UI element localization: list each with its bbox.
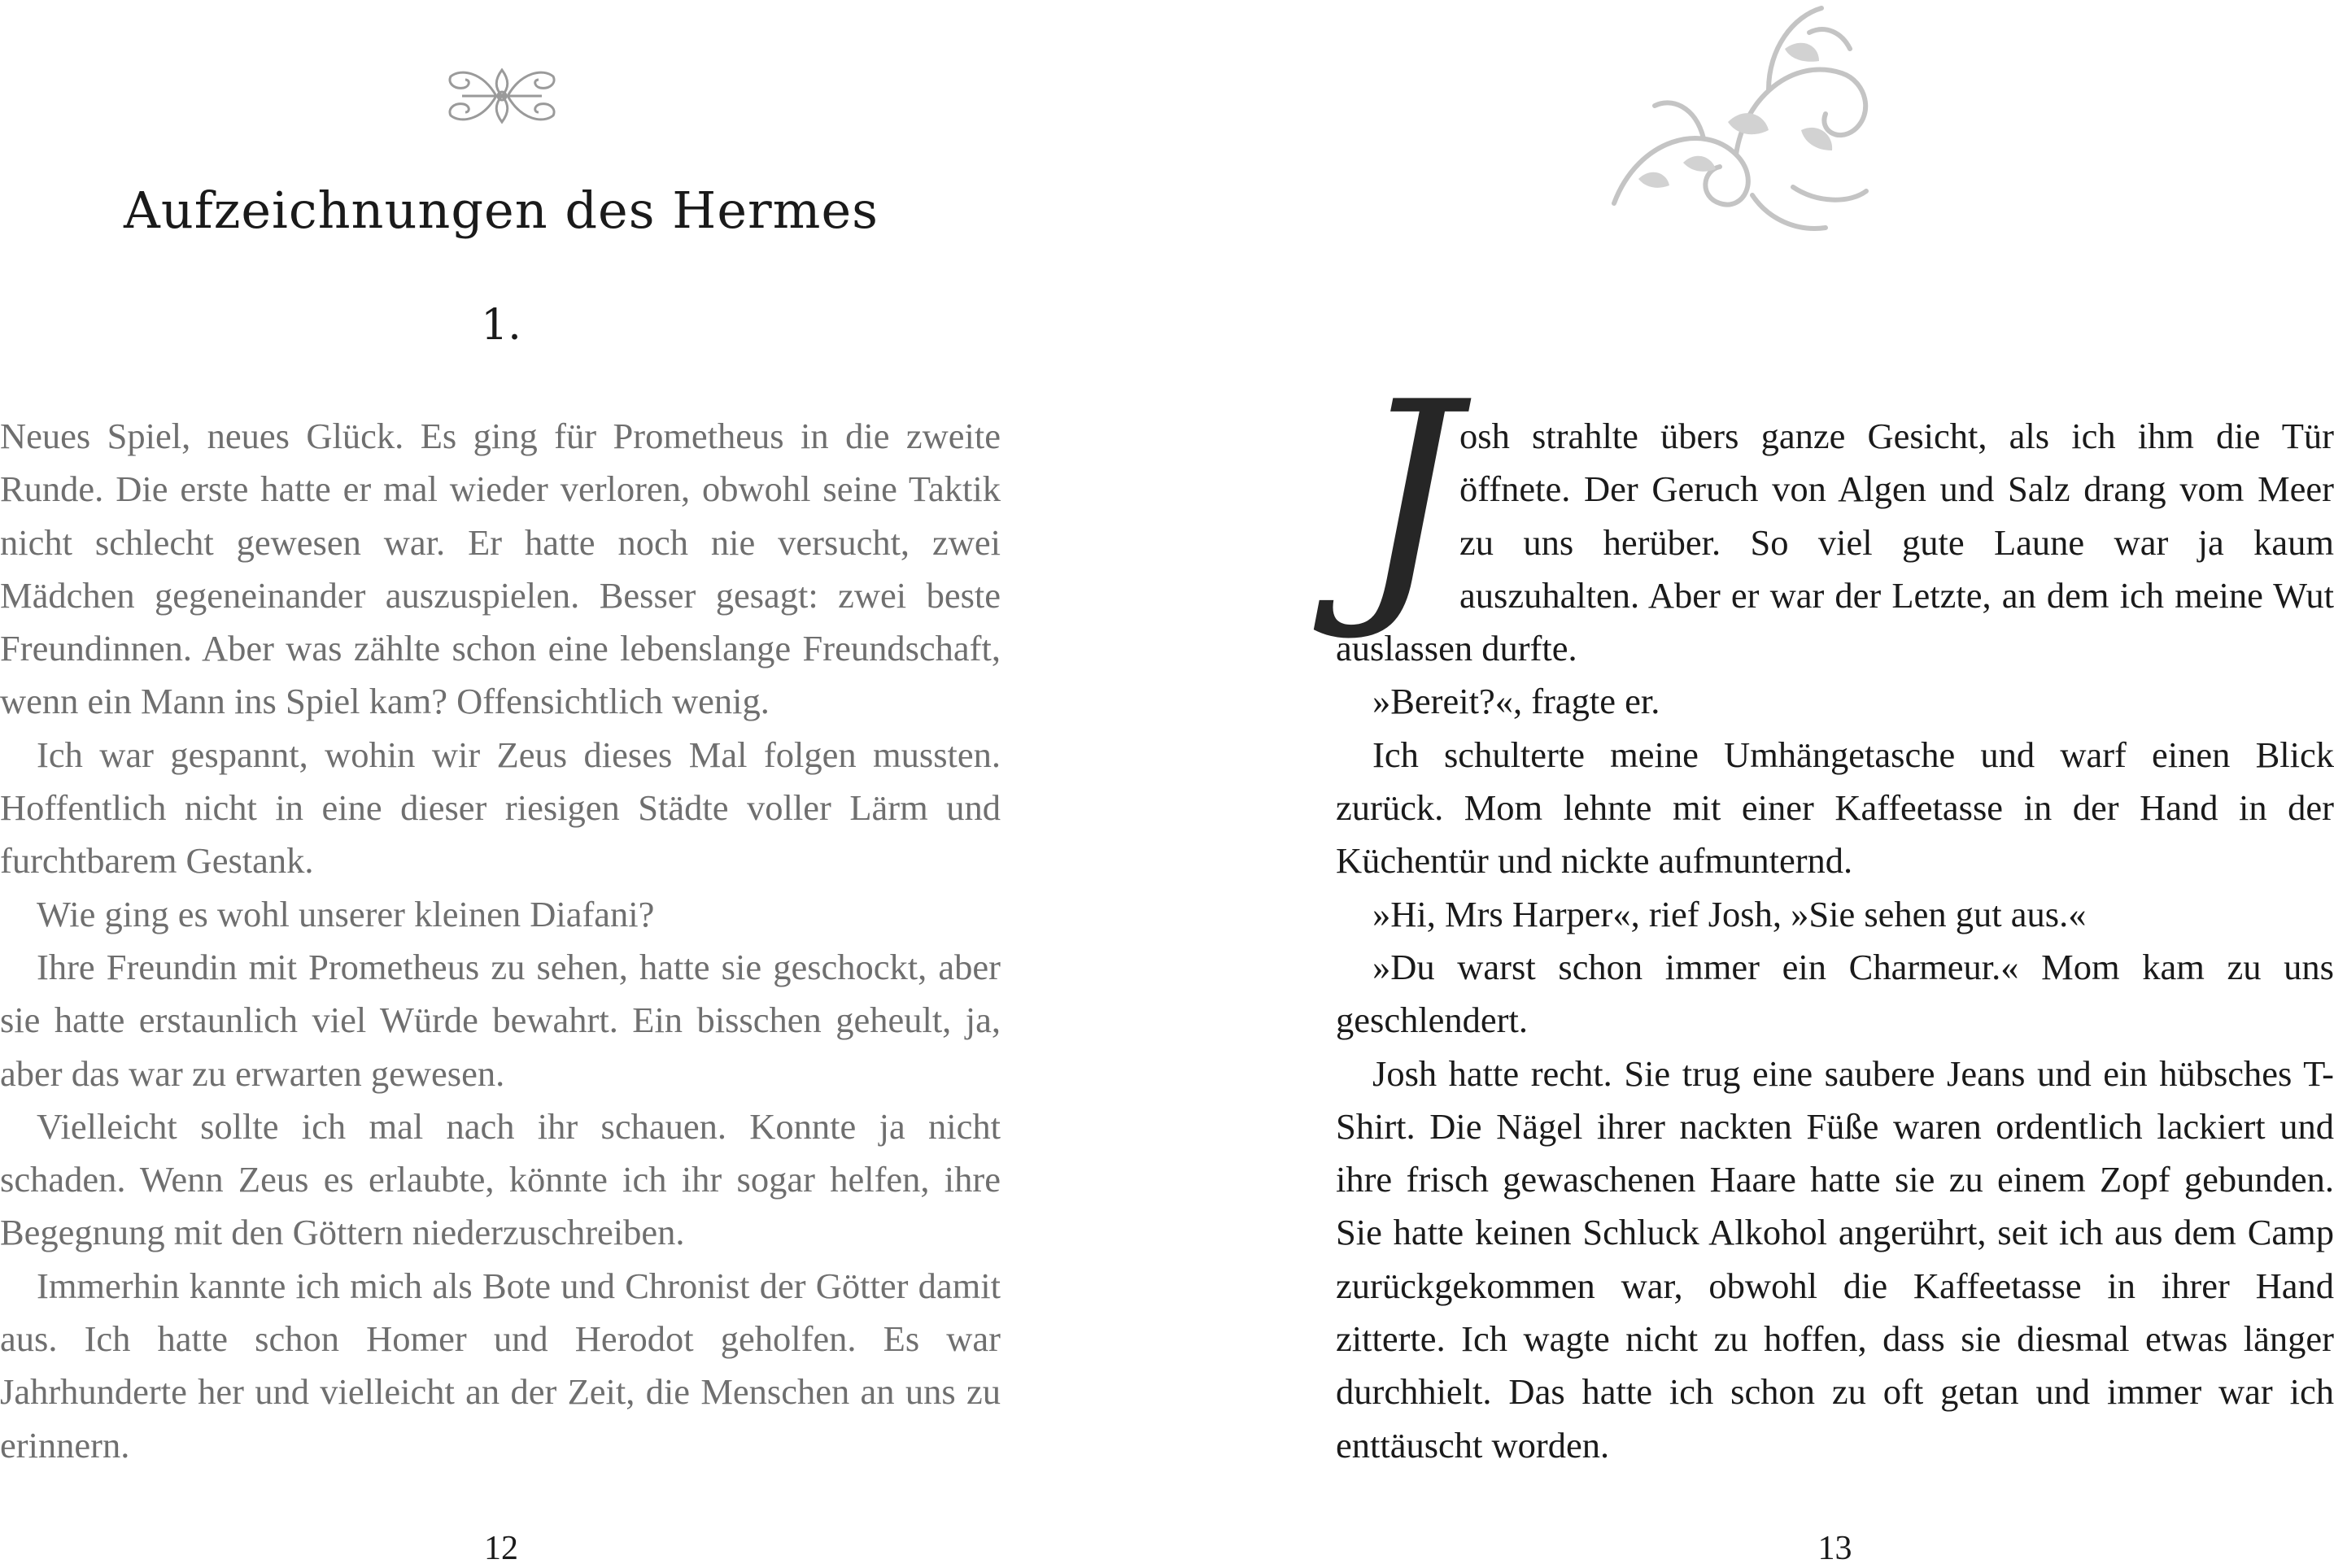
paragraph: Josh hatte recht. Sie trug eine saubere Jeans und ein hübsches T-Shirt. Die Nägel ihrer nackten Füße waren ordentlich lackiert und ihre frisch gewaschenen Haare hatte sie zu einem Zopf gebunden. Sie hatte keinen Schluck Alkohol angerührt, seit ich aus dem Camp zurückgekommen war, obwohl die Kaffeetasse in ihrer Hand zitterte. Ich wagte nicht zu hoffen, dass sie diesmal etwas länger durchhielt. Das hatte ich schon zu oft getan und immer war ich enttäuscht worden. (1336, 1052, 2334, 1466)
opening-paragraph (1336, 348, 2334, 675)
left-body-text (0, 410, 1001, 1472)
opening-paragraph-text: osh strahlte übers ganze Gesicht, als ich ihm die Tür öffnete. Der Geruch von Algen und Salz drang vom Meer zu uns herüber. So viel gute Laune war ja kaum auszuhalten. Aber er war der Letzte, an dem ich meine Wut auslassen durfte. (1336, 416, 2334, 669)
paragraph: »Hi, Mrs Harper«, rief Josh, »Sie sehen gut aus.« (1372, 893, 2087, 934)
page-number: 12 (484, 1530, 518, 1567)
flourish-icon (1606, 0, 1874, 244)
paragraph: Neues Spiel, neues Glück. Es ging für Prometheus in die zweite Runde. Die erste hatte er mal wieder verloren, obwohl seine Taktik nicht schlecht gewesen war. Er hatte noch nie versucht, zwei Mädchen gegeneinander auszuspielen. Besser gesagt: zwei beste Freundinnen. Aber was zählte schon eine lebenslange Freundschaft, wenn ein Mann ins Spiel kam? Offensichtlich wenig. (0, 416, 1001, 722)
left-page (0, 0, 1167, 1565)
paragraph: Ich war gespannt, wohin wir Zeus dieses Mal folgen mussten. Hoffentlich nicht in eine dieser riesigen Städte voller Lärm und furchtbarem Gestank. (0, 734, 1001, 882)
right-page (1167, 0, 2334, 1565)
section-numeral: 1. (481, 301, 521, 350)
paragraph: Ihre Freundin mit Prometheus zu sehen, hatte sie geschockt, aber sie hatte erstaunlich viel Würde bewahrt. Ein bisschen geheult, ja, aber das war zu erwarten gewesen. (0, 946, 1001, 1094)
paragraph: »Bereit?«, fragte er. (1372, 681, 1660, 722)
right-body-text (1336, 348, 2334, 1472)
paragraph: Immerhin kannte ich mich als Bote und Chronist der Götter damit aus. Ich hatte schon Homer und Herodot geholfen. Es war Jahrhunderte her und vielleicht an der Zeit, die Menschen an uns zu erinnern. (0, 1265, 1001, 1466)
paragraph: Vielleicht sollte ich mal nach ihr schauen. Konnte ja nicht schaden. Wenn Zeus es erlaubte, könnte ich ihr sogar helfen, ihre Begegnung mit den Göttern niederzuschreiben. (0, 1105, 1001, 1253)
paragraph: Wie ging es wohl unserer kleinen Diafani? (37, 893, 655, 934)
paragraph: Ich schulterte meine Umhängetasche und warf einen Blick zurück. Mom lehnte mit einer Kaffeetasse in der Hand in der Küchentür und nickte aufmunternd. (1336, 734, 2334, 882)
drop-cap: J (1356, 348, 1459, 646)
paragraph: »Du warst schon immer ein Charmeur.« Mom kam zu uns geschlendert. (1336, 946, 2334, 1041)
page-number: 13 (1817, 1530, 1852, 1567)
ornament-icon (446, 63, 558, 128)
chapter-title: Aufzeichnungen des Hermes (124, 181, 879, 240)
